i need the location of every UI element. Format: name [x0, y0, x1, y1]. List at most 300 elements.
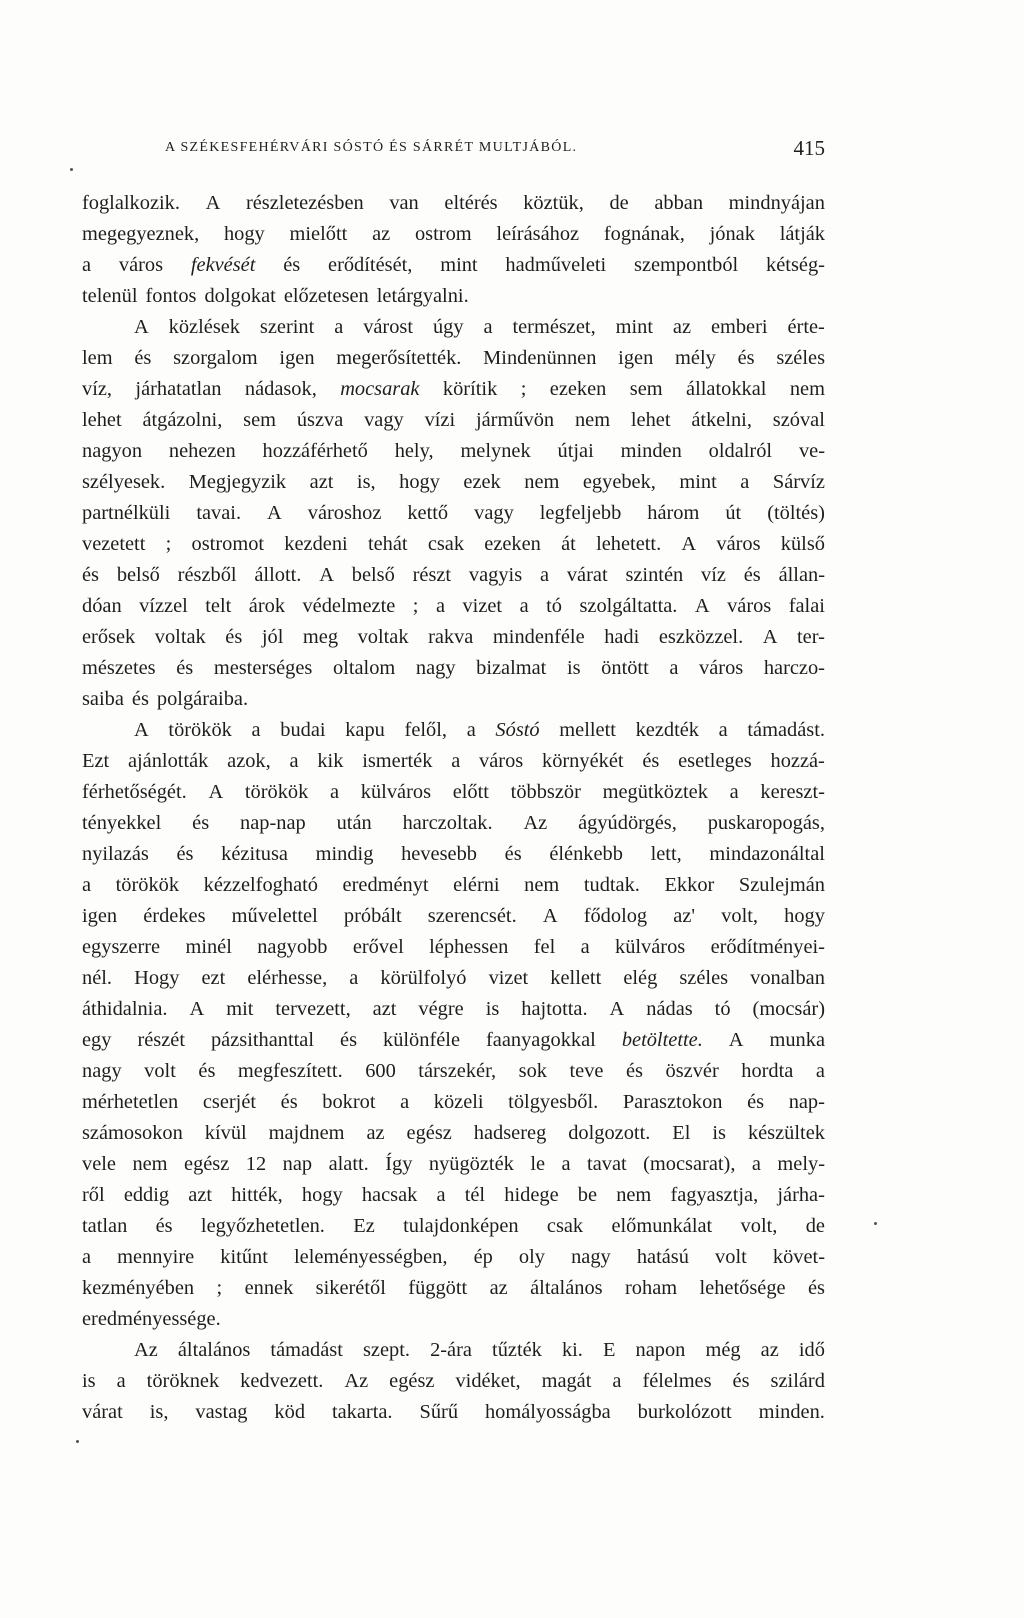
word: tatlan [82, 1215, 128, 1237]
word: víz [701, 564, 726, 586]
word: alatt. [328, 1153, 369, 1175]
word: ágyúdörgés, [578, 812, 677, 834]
word: ajánlották [127, 750, 209, 772]
word: kellett [550, 967, 602, 989]
word: és [737, 347, 755, 369]
word: várost [363, 316, 414, 338]
word: budai [280, 719, 326, 741]
word: cserjét [202, 1091, 257, 1113]
word: is, [149, 1401, 169, 1423]
page-number: 415 [793, 136, 825, 160]
word: polgáraiba. [156, 688, 249, 710]
word: az [672, 316, 692, 338]
word: egész [406, 1122, 452, 1144]
word: város [699, 657, 744, 679]
word: öntött [601, 657, 649, 679]
print-speck [76, 1440, 79, 1443]
word: közeli [433, 1091, 484, 1113]
word: van [389, 192, 419, 214]
word: ostromot [191, 533, 265, 555]
text-line [82, 188, 825, 219]
word: bokrot [322, 1091, 376, 1113]
word: telt [205, 595, 232, 617]
word: mennyire [117, 1246, 195, 1268]
word: a [580, 936, 590, 958]
word: várat [82, 1401, 123, 1423]
word: ; [165, 533, 172, 555]
word: férhetőségét. [82, 781, 187, 803]
word: szélyesek. [82, 471, 166, 493]
word: ezeken [549, 378, 607, 400]
word: volt [144, 1060, 176, 1082]
word: de [609, 192, 629, 214]
text-line [82, 343, 825, 374]
word: ismerték [362, 750, 433, 772]
word: emberi [710, 316, 768, 338]
word: kedvezett. [240, 1370, 324, 1392]
word: sem [629, 378, 663, 400]
word: és [283, 254, 301, 276]
text-line [82, 901, 825, 932]
word: fagyasztja, [670, 1184, 759, 1206]
word: A [134, 719, 149, 741]
word: állatokkal [686, 378, 767, 400]
word: mészetes [82, 657, 156, 679]
word: a [400, 1091, 410, 1113]
word: mint [615, 316, 653, 338]
word: kereszt- [760, 781, 825, 803]
word: szilárd [770, 1370, 825, 1392]
word: rakva [428, 626, 474, 648]
word: járművön [475, 409, 555, 431]
word: kézitusa [221, 843, 288, 865]
word: nyilazás [82, 843, 149, 865]
word: mérhetetlen [82, 1091, 179, 1113]
word: szorgalom [173, 347, 258, 369]
word: megfeszített. [237, 1060, 343, 1082]
word: és [504, 843, 522, 865]
text-line [82, 591, 825, 622]
word: külváros [360, 781, 432, 803]
word: elérhesse, [247, 967, 328, 989]
word: hozzáférhető [262, 440, 368, 462]
word: megütköztek [602, 781, 708, 803]
word: vagy [474, 502, 514, 524]
word: mindazonáltal [709, 843, 825, 865]
word: támadást [270, 1339, 343, 1361]
running-title: A SZÉKESFEHÉRVÁRI SÓSTÓ ÉS SÁRRÉT MULTJÁBÓL. [165, 140, 578, 155]
word: minden. [758, 1401, 825, 1423]
word: és [340, 1029, 358, 1051]
word: vizet [488, 967, 529, 989]
word: a [82, 254, 92, 276]
text-line [82, 777, 825, 808]
word: hadi [604, 626, 640, 648]
word: hacsak [361, 1184, 418, 1206]
word: A [208, 781, 224, 803]
word: vízzel [139, 595, 188, 617]
word: az [366, 1122, 385, 1144]
word: leleményességben, [294, 1246, 448, 1268]
word: tél [464, 1184, 486, 1206]
word: nagy [82, 1060, 122, 1082]
word: járhatatlan [135, 378, 222, 400]
word: harczoltak. [402, 812, 493, 834]
word: áthidalnia. [82, 998, 168, 1020]
word: felől, [404, 719, 448, 741]
word: El [672, 1122, 691, 1144]
word: számosokon [82, 1122, 183, 1144]
word: még [705, 1339, 741, 1361]
word: hitték, [231, 1184, 283, 1206]
text-line [82, 405, 825, 436]
word: is [485, 998, 500, 1020]
word: előmunkálat [611, 1215, 713, 1237]
word: hogy [223, 223, 265, 245]
text-line [82, 715, 825, 746]
word: nem [616, 1184, 652, 1206]
word: a [82, 874, 92, 896]
word: a [82, 1246, 92, 1268]
word: árok [248, 595, 286, 617]
word: út [725, 502, 742, 524]
word: munka [769, 1029, 825, 1051]
word: ; [412, 595, 419, 617]
word: lehet [82, 409, 122, 431]
text-line [82, 1180, 825, 1211]
word: Sárvíz [772, 471, 825, 493]
word: a [116, 1370, 126, 1392]
word: pázsithanttal [210, 1029, 315, 1051]
word: A [319, 564, 334, 586]
text-line [82, 1273, 825, 1304]
word: eddig [123, 1184, 170, 1206]
word: többször [510, 781, 581, 803]
word: Szulejmán [738, 874, 825, 896]
word: lehetett. [596, 533, 662, 555]
word: az [372, 223, 391, 245]
word: tudtak. [583, 874, 640, 896]
word: a [740, 471, 750, 493]
word: vonalban [750, 967, 825, 989]
word: az [489, 1277, 508, 1299]
word: félelmes [642, 1370, 712, 1392]
word: be [577, 1184, 598, 1206]
word: lehetősége [699, 1277, 786, 1299]
word: nél. [82, 967, 113, 989]
word: léphessen [429, 936, 509, 958]
word: a [289, 750, 299, 772]
word: oly [518, 1246, 545, 1268]
word: A [609, 998, 625, 1020]
text-line [82, 1211, 825, 1242]
word: Mindenünnen [483, 347, 597, 369]
word: és [82, 564, 99, 586]
word: A [267, 502, 282, 524]
word: vízi [424, 409, 456, 431]
text-line [82, 281, 825, 312]
word: mely- [777, 1153, 825, 1175]
word: átkelni, [691, 409, 752, 431]
word: a [519, 595, 529, 617]
word: tehát [367, 533, 408, 555]
word: és [176, 657, 194, 679]
text-line [82, 1335, 825, 1366]
word: várat [566, 564, 608, 586]
word: nap [282, 1153, 313, 1175]
word: ezeken [484, 533, 541, 555]
text-line [82, 467, 825, 498]
word: mellett [559, 719, 616, 741]
word: ennek [244, 1277, 294, 1299]
word: napon [635, 1339, 686, 1361]
word: idő [798, 1339, 825, 1361]
text-line [82, 1118, 825, 1149]
word: (mocsarat), [643, 1153, 736, 1175]
print-speck [70, 168, 73, 171]
word: mesterséges [213, 657, 313, 679]
word: egész [184, 1153, 230, 1175]
text-line [82, 622, 825, 653]
word: A [694, 595, 710, 617]
word: szerencsét. [427, 905, 517, 927]
word: hidege [504, 1184, 559, 1206]
word: nagy [571, 1246, 611, 1268]
body-text [82, 188, 825, 1428]
word: legyőzhetetlen. [200, 1215, 325, 1237]
word: ; [520, 378, 527, 400]
word: törökök [115, 874, 180, 896]
word: ép [473, 1246, 493, 1268]
word: a [729, 781, 739, 803]
text-line [82, 1025, 825, 1056]
word: nehezen [168, 440, 236, 462]
text-line [82, 963, 825, 994]
word: A [728, 1029, 744, 1051]
word: különféle [383, 1029, 461, 1051]
word: jól [261, 626, 284, 648]
word: A [134, 316, 149, 338]
word: széles [679, 967, 729, 989]
word: harczo- [763, 657, 825, 679]
word: városhoz [307, 502, 382, 524]
word: oldalról [708, 440, 773, 462]
text-line [82, 684, 825, 715]
word: a [815, 1060, 825, 1082]
word: erővel [352, 936, 404, 958]
word: járha- [777, 1184, 825, 1206]
word: kézzelfogható [203, 874, 318, 896]
word: E [602, 1339, 616, 1361]
word: ezt [201, 967, 226, 989]
word: és [807, 1277, 825, 1299]
running-head [165, 136, 825, 160]
word: egyebek, [582, 471, 656, 493]
word: és [732, 1370, 750, 1392]
word: Ezt [82, 750, 110, 772]
word: tényekkel [82, 812, 162, 834]
text-line [82, 219, 825, 250]
text-line [82, 653, 825, 684]
word: állan- [778, 564, 825, 586]
word: közlések [168, 316, 240, 338]
word: ve- [798, 440, 825, 462]
word: egyszerre [82, 936, 161, 958]
word: 2-ára [430, 1339, 472, 1361]
word: nyügözték [428, 1153, 514, 1175]
word: tavai. [196, 502, 242, 524]
word: puskaropogás, [707, 812, 825, 834]
word: nem [524, 874, 560, 896]
word: takarta. [331, 1401, 393, 1423]
word: 12 [245, 1153, 267, 1175]
word: eredményt [342, 874, 429, 896]
word: meg [302, 626, 339, 648]
word: a [436, 1184, 446, 1206]
word: a [349, 967, 359, 989]
word: nagyobb [257, 936, 328, 958]
word: körülfolyó [380, 967, 467, 989]
word: fődolog [583, 905, 648, 927]
word: Így [385, 1153, 413, 1175]
word: ter- [797, 626, 825, 648]
word: törökök [244, 781, 309, 803]
word: magát [541, 1370, 592, 1392]
word: megerősítették. [336, 347, 462, 369]
word: úszva [296, 409, 344, 431]
word: melynek [460, 440, 531, 462]
text-line [82, 1242, 825, 1273]
word: Az [134, 1339, 158, 1361]
word: hevesebb [401, 843, 477, 865]
word: mielőtt [289, 223, 348, 245]
word: egy [82, 1029, 112, 1051]
word: a [483, 316, 493, 338]
word: nem [789, 378, 825, 400]
word: dolgokat [204, 285, 276, 307]
word: elérni [453, 874, 500, 896]
word: telenül [82, 285, 138, 307]
word: burkolózott [637, 1401, 732, 1423]
word: a [539, 564, 550, 586]
word: voltak [154, 626, 206, 648]
word: és [131, 688, 149, 710]
word: ostrom [414, 223, 472, 245]
word: is, [356, 471, 376, 493]
word: látják [779, 223, 825, 245]
text-line [82, 1056, 825, 1087]
word: elég [623, 967, 658, 989]
word: dóan [82, 595, 122, 617]
word: érdekes [143, 905, 206, 927]
word: város [716, 533, 761, 555]
word: a [751, 1153, 761, 1175]
word: és [626, 1060, 643, 1082]
word: az [760, 1339, 779, 1361]
word: élénkebb [549, 843, 623, 865]
word: törökök [168, 719, 232, 741]
word: (mocsár) [752, 998, 825, 1020]
word: is [712, 1122, 726, 1144]
word: és [198, 1060, 216, 1082]
word: azok, [227, 750, 271, 772]
word: védelmezte [302, 595, 396, 617]
word: faanyagokkal [486, 1029, 596, 1051]
word: a [451, 750, 461, 772]
word: kezdeni [284, 533, 348, 555]
word: minden [620, 440, 682, 462]
word: A [762, 626, 778, 648]
word: volt, [740, 1215, 778, 1237]
word: szempontból [634, 254, 739, 276]
word: hordta [741, 1060, 794, 1082]
word: a [612, 1370, 622, 1392]
word: de [805, 1215, 825, 1237]
word: általános [177, 1339, 251, 1361]
word: saiba [82, 688, 124, 710]
word: víz, [82, 378, 113, 400]
word: előzetesen [283, 285, 369, 307]
text-line [82, 374, 825, 405]
word: művelettel [231, 905, 318, 927]
text-line [82, 1304, 825, 1335]
word: és [155, 1215, 173, 1237]
word: kapu [345, 719, 385, 741]
word: fontos [145, 285, 197, 307]
word: igen [279, 347, 315, 369]
word: vagy [364, 409, 404, 431]
word: nádas [646, 998, 693, 1020]
print-speck [874, 1222, 877, 1225]
word: érte- [787, 316, 825, 338]
word: nagy [415, 657, 456, 679]
word: részletezésben [245, 192, 364, 214]
word: nap-nap [240, 812, 306, 834]
word: után [336, 812, 372, 834]
word: kitűnt [220, 1246, 268, 1268]
word: hogy [784, 905, 825, 927]
word: leírásához [496, 223, 580, 245]
word: le [530, 1153, 546, 1175]
word: erődítményei- [710, 936, 825, 958]
word: a [669, 657, 679, 679]
word: mint [679, 471, 717, 493]
word: szept. [362, 1339, 410, 1361]
word: igen [82, 905, 118, 927]
word: és [280, 1091, 298, 1113]
word: tervezett, [275, 998, 351, 1020]
word: homályosságba [484, 1401, 611, 1423]
word: nagyon [82, 440, 143, 462]
word: Megjegyzik [188, 471, 287, 493]
word: (töltés) [767, 502, 825, 524]
word: követ- [772, 1246, 825, 1268]
word: kezdték [635, 719, 699, 741]
word: belső [116, 564, 160, 586]
word: tűzték [492, 1339, 542, 1361]
word: és [134, 347, 152, 369]
word: állott. [254, 564, 302, 586]
word: nem [524, 471, 560, 493]
word: készültek [747, 1122, 825, 1144]
word: hozzá- [770, 750, 825, 772]
word: vastag [195, 1401, 248, 1423]
word: egész [389, 1370, 435, 1392]
word: sok [518, 1060, 547, 1082]
word: vagyis [468, 564, 523, 586]
word: azt [188, 1184, 213, 1206]
word: azt [372, 998, 397, 1020]
